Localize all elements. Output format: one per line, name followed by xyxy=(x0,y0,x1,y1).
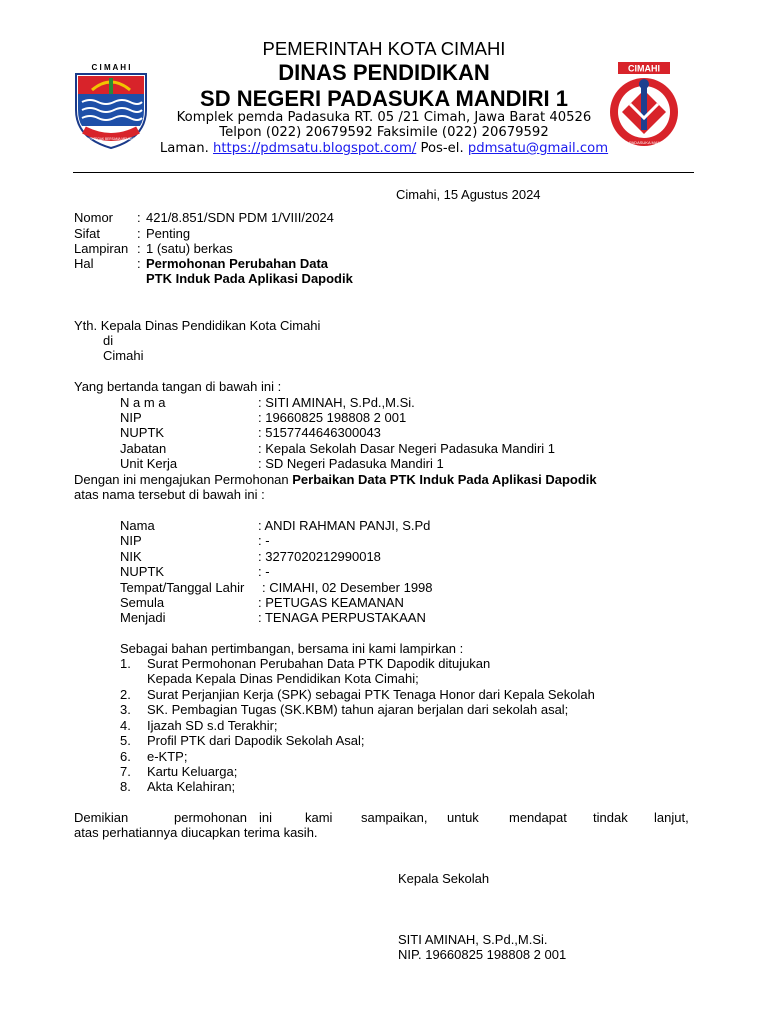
closing-word: kami xyxy=(305,810,333,825)
meta-sep: : xyxy=(137,210,141,225)
meta-value-hal: Permohonan Perubahan Data xyxy=(146,256,329,271)
left-logo-label: C I M A H I xyxy=(91,63,131,72)
right-logo-label: CIMAHI xyxy=(628,63,660,74)
letterhead-government: PEMERINTAH KOTA CIMAHI xyxy=(262,38,506,59)
subject-value-nik: : 3277020212990018 xyxy=(258,549,381,564)
closing-word: lanjut, xyxy=(654,810,689,825)
email-link[interactable]: pdmsatu@gmail.com xyxy=(467,141,609,156)
request-subject: Perbaikan Data PTK Induk Pada Aplikasi Dapodik xyxy=(292,472,597,487)
subject-label-nama: Nama xyxy=(120,518,155,533)
attachment-text-line2: Kepada Kepala Dinas Pendidikan Kota Cimahi; xyxy=(147,671,419,686)
attachment-text: Surat Permohonan Perubahan Data PTK Dapodik ditujukan xyxy=(147,656,491,671)
signer-value-unit: : SD Negeri Padasuka Mandiri 1 xyxy=(258,456,444,471)
subject-value-nip: : - xyxy=(258,533,270,548)
meta-sep: : xyxy=(137,226,141,241)
letterhead-address: Komplek pemda Padasuka RT. 05 /21 Cimah, Jawa Barat 40526 xyxy=(176,110,592,125)
email-prefix: Pos-el. xyxy=(416,141,468,156)
attachment-text: Ijazah SD s.d Terakhir; xyxy=(147,718,278,733)
subject-label-nip: NIP xyxy=(120,533,142,548)
subject-label-ttl: Tempat/Tanggal Lahir xyxy=(120,580,245,595)
attachment-text: e-KTP; xyxy=(147,749,188,764)
attachment-number: 5. xyxy=(120,733,131,748)
signer-value-nip: : 19660825 198808 2 001 xyxy=(258,410,407,425)
recipient-line: Yth. Kepala Dinas Pendidikan Kota Cimahi xyxy=(74,318,321,333)
request-prefix: Dengan ini mengajukan Permohonan xyxy=(74,472,293,487)
attachment-text: Profil PTK dari Dapodik Sekolah Asal; xyxy=(147,733,365,748)
attachment-text: Kartu Keluarga; xyxy=(147,764,238,779)
attachment-text: SK. Pembagian Tugas (SK.KBM) tahun ajaran berjalan dari sekolah asal; xyxy=(147,702,569,717)
subject-label-menjadi: Menjadi xyxy=(120,610,166,625)
signature-title: Kepala Sekolah xyxy=(398,871,490,886)
signer-value-jabatan: : Kepala Sekolah Dasar Negeri Padasuka Mandiri 1 xyxy=(258,441,556,456)
closing-word: Demikian xyxy=(74,810,129,825)
closing-line2: atas perhatiannya diucapkan terima kasih. xyxy=(74,825,318,840)
right-logo-motto: SDN PADASUKA MANDIRI xyxy=(619,140,669,145)
recipient-di: di xyxy=(103,333,114,348)
attachment-number: 8. xyxy=(120,779,131,794)
signer-value-nuptk: : 5157744646300043 xyxy=(258,425,381,440)
meta-label-hal: Hal xyxy=(74,256,94,271)
left-logo-motto: BERDIRI TEGAK BERSAMA MEMBANGUN xyxy=(79,137,143,141)
closing-word: ini xyxy=(259,810,273,825)
letterhead-department: DINAS PENDIDIKAN xyxy=(278,60,490,85)
subject-label-nik: NIK xyxy=(120,549,142,564)
meta-sep: : xyxy=(137,241,141,256)
letterhead-contact-line xyxy=(110,141,658,156)
signature-nip: NIP. 19660825 198808 2 001 xyxy=(398,947,567,962)
subject-value-semula: : PETUGAS KEAMANAN xyxy=(258,595,404,610)
letterhead-divider xyxy=(73,172,694,173)
closing-word: untuk xyxy=(447,810,479,825)
subject-value-nama: : ANDI RAHMAN PANJI, S.Pd xyxy=(258,518,431,533)
attachment-text: Surat Perjanjian Kerja (SPK) sebagai PTK Tenaga Honor dari Kepala Sekolah xyxy=(147,687,595,702)
letterhead-phone: Telpon (022) 20679592 Faksimile (022) 20679592 xyxy=(219,125,549,140)
closing-word: tindak xyxy=(593,810,628,825)
attachment-number: 1. xyxy=(120,656,131,671)
closing-word: permohonan xyxy=(174,810,247,825)
signer-label-nuptk: NUPTK xyxy=(120,425,165,440)
recipient-city: Cimahi xyxy=(103,348,144,363)
meta-value-sifat: Penting xyxy=(146,226,191,241)
attachment-number: 2. xyxy=(120,687,131,702)
signer-intro: Yang bertanda tangan di bawah ini : xyxy=(74,379,282,394)
signer-label-nama: N a m a xyxy=(120,395,166,410)
meta-value-lampiran: 1 (satu) berkas xyxy=(146,241,233,256)
attachment-number: 6. xyxy=(120,749,131,764)
request-line2: atas nama tersebut di bawah ini : xyxy=(74,487,265,502)
signer-label-jabatan: Jabatan xyxy=(120,441,167,456)
attachment-number: 7. xyxy=(120,764,131,779)
subject-label-semula: Semula xyxy=(120,595,165,610)
attachment-number: 4. xyxy=(120,718,131,733)
meta-sep: : xyxy=(137,256,141,271)
date-line: Cimahi, 15 Agustus 2024 xyxy=(396,187,541,202)
closing-word: sampaikan, xyxy=(361,810,428,825)
request-line xyxy=(74,472,597,487)
letterhead-school-name: SD NEGERI PADASUKA MANDIRI 1 xyxy=(200,86,568,111)
attachments-intro: Sebagai bahan pertimbangan, bersama ini kami lampirkan : xyxy=(120,641,464,656)
meta-value-hal-line2: PTK Induk Pada Aplikasi Dapodik xyxy=(146,271,353,286)
meta-label-lampiran: Lampiran xyxy=(74,241,129,256)
meta-label-nomor: Nomor xyxy=(74,210,114,225)
closing-word: mendapat xyxy=(509,810,567,825)
attachment-number: 3. xyxy=(120,702,131,717)
signer-value-nama: : SITI AMINAH, S.Pd.,M.Si. xyxy=(258,395,415,410)
attachment-text: Akta Kelahiran; xyxy=(147,779,236,794)
website-link[interactable]: https://pdmsatu.blogspot.com/ xyxy=(213,141,417,156)
subject-value-menjadi: : TENAGA PERPUSTAKAAN xyxy=(258,610,426,625)
signer-label-unit: Unit Kerja xyxy=(120,456,178,471)
subject-value-ttl: : CIMAHI, 02 Desember 1998 xyxy=(262,580,433,595)
meta-label-sifat: Sifat xyxy=(74,226,101,241)
subject-label-nuptk: NUPTK xyxy=(120,564,165,579)
meta-value-nomor: 421/8.851/SDN PDM 1/VIII/2024 xyxy=(146,210,334,225)
web-prefix: Laman. xyxy=(159,141,213,156)
signer-label-nip: NIP xyxy=(120,410,142,425)
signature-name: SITI AMINAH, S.Pd.,M.Si. xyxy=(398,932,548,947)
subject-value-nuptk: : - xyxy=(258,564,270,579)
